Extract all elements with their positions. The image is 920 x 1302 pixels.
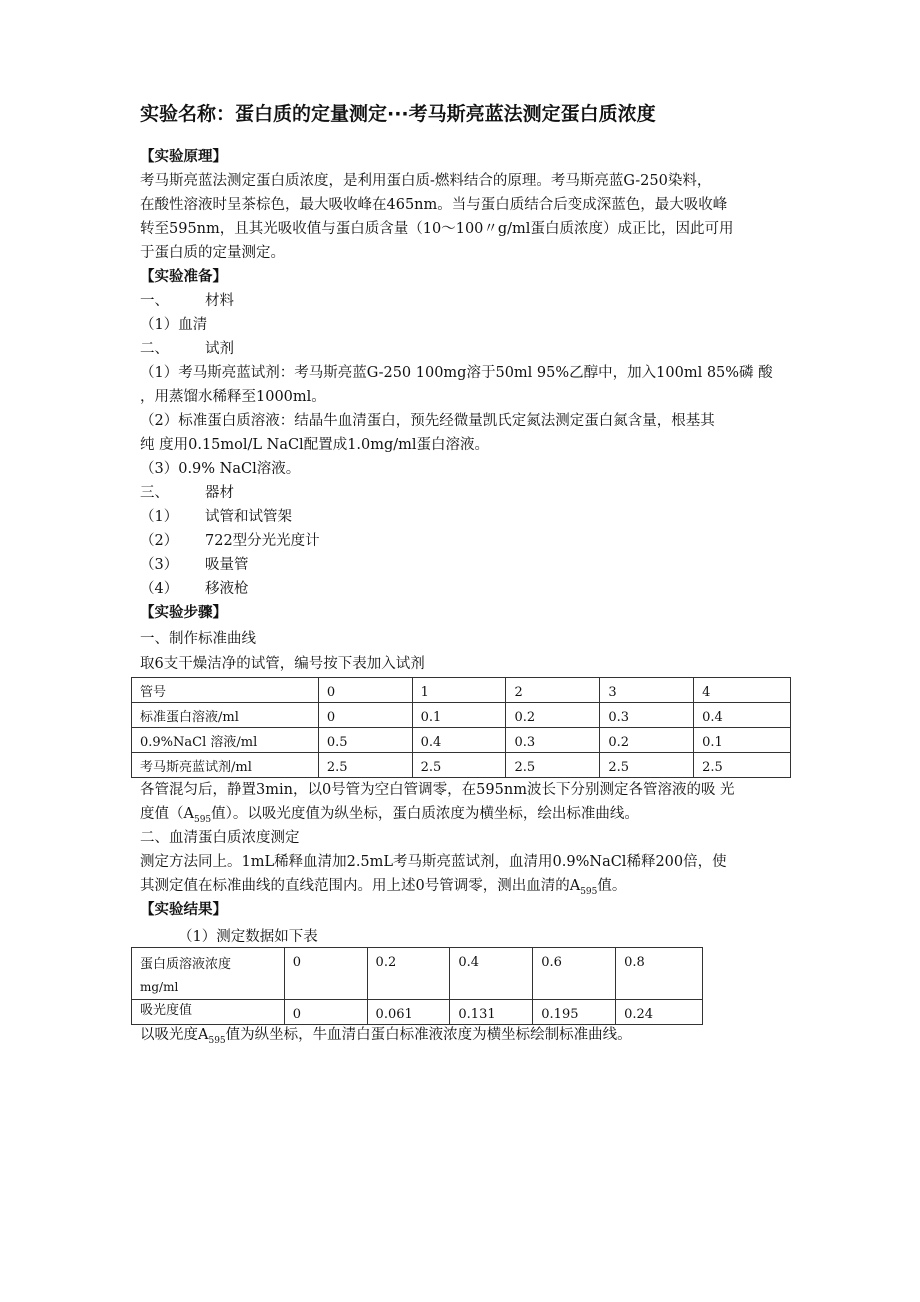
principle-line: 转至595nm，且其光吸收值与蛋白质含量（10～100〃g/ml蛋白质浓度）成正比，因此可用 <box>140 221 734 237</box>
table-cell: 0.4 <box>450 948 533 1000</box>
materials-label: 材料 <box>205 293 234 309</box>
table-cell: 0.195 <box>533 1000 616 1025</box>
table-cell: 0.1 <box>412 703 506 728</box>
table-cell: 3 <box>600 678 694 703</box>
table-cell: 0 <box>284 948 367 1000</box>
table-cell: 2.5 <box>694 753 791 778</box>
reagent-2-line: （2）标准蛋白质溶液：结晶牛血清蛋白，预先经微量凯氏定氮法测定蛋白氮含量，根基其 <box>140 413 715 429</box>
text-fragment: 度值（A <box>140 806 194 822</box>
text-fragment: 值。 <box>597 878 627 894</box>
table-row <box>132 678 791 703</box>
table-cell: 2.5 <box>506 753 600 778</box>
reagent-3: （3）0.9% NaCl溶液。 <box>140 461 301 477</box>
reagent-table <box>131 677 791 778</box>
concentration-label: 蛋白质溶液浓度 <box>140 957 232 972</box>
equipment-item-name: 移液枪 <box>205 581 249 597</box>
table-row <box>132 753 791 778</box>
equipment-item-name: 吸量管 <box>205 557 249 573</box>
curve-subtitle: 一、制作标准曲线 <box>140 631 256 647</box>
equipment-label: 器材 <box>205 485 234 501</box>
table-cell: 2.5 <box>412 753 506 778</box>
subscript: 595 <box>580 886 598 897</box>
table-cell: 0 <box>318 703 412 728</box>
table-row <box>132 1000 703 1025</box>
table-cell: 0.5 <box>318 728 412 753</box>
table-row <box>132 948 703 1000</box>
table-row <box>132 703 791 728</box>
table-row <box>132 728 791 753</box>
table-cell: 考马斯亮蓝试剂/ml <box>132 753 319 778</box>
table-cell: 4 <box>694 678 791 703</box>
principle-line: 于蛋白质的定量测定。 <box>140 245 285 261</box>
materials-number: 一、 <box>140 293 169 309</box>
table-cell: 0.1 <box>694 728 791 753</box>
results-conclusion <box>140 1023 632 1053</box>
principle-line: 考马斯亮蓝法测定蛋白质浓度，是利用蛋白质-燃料结合的原理。考马斯亮蓝G-250染料， <box>140 173 712 189</box>
table-cell: 0.2 <box>367 948 450 1000</box>
table-cell: 0 <box>318 678 412 703</box>
table-cell: 0.9%NaCl 溶液/ml <box>132 728 319 753</box>
equipment-item-number: （2） <box>140 533 179 549</box>
equipment-item-name: 722型分光光度计 <box>205 533 320 549</box>
unit-label: mg/ml <box>140 980 179 994</box>
reagents-label: 试剂 <box>205 341 234 357</box>
table-cell: 0.24 <box>616 1000 703 1025</box>
text-fragment: 值为纵坐标，牛血清白蛋白标准液浓度为横坐标绘制标准曲线。 <box>225 1027 632 1043</box>
table-cell: 0 <box>284 1000 367 1025</box>
table-cell: 0.6 <box>533 948 616 1000</box>
table-cell: 0.2 <box>506 703 600 728</box>
table-cell: 2 <box>506 678 600 703</box>
page-title: 实验名称：蛋白质的定量测定···考马斯亮蓝法测定蛋白质浓度 <box>140 103 656 125</box>
results-heading: 【实验结果】 <box>140 902 227 918</box>
subscript: 595 <box>208 1035 226 1046</box>
procedure-line: 各管混匀后，静置3min，以0号管为空白管调零，在595nm波长下分别测定各管溶液的吸 光 <box>140 782 735 798</box>
table-cell: 管号 <box>132 678 319 703</box>
table-cell <box>132 948 285 1000</box>
reagents-number: 二、 <box>140 341 169 357</box>
text-fragment: 以吸光度A <box>140 1027 209 1043</box>
equipment-item-number: （3） <box>140 557 179 573</box>
materials-item: （1）血清 <box>140 317 208 333</box>
table-cell: 1 <box>412 678 506 703</box>
principle-heading: 【实验原理】 <box>140 149 227 165</box>
table-cell: 0.4 <box>694 703 791 728</box>
equipment-number: 三、 <box>140 485 169 501</box>
equipment-item-number: （1） <box>140 509 179 525</box>
table-cell: 0.4 <box>412 728 506 753</box>
text-fragment: 值）。以吸光度值为纵坐标，蛋白质浓度为横坐标，绘出标准曲线。 <box>211 806 639 822</box>
table-cell: 0.8 <box>616 948 703 1000</box>
table-cell: 0.3 <box>506 728 600 753</box>
preparation-heading: 【实验准备】 <box>140 269 227 285</box>
table-cell: 吸光度值 <box>132 1000 285 1025</box>
reagent-1-line: （1）考马斯亮蓝试剂：考马斯亮蓝G-250 100mg溶于50ml 95%乙醇中，加入100ml 85%磷 酸 <box>140 365 773 381</box>
table-cell: 标准蛋白溶液/ml <box>132 703 319 728</box>
subscript: 595 <box>193 814 212 825</box>
reagent-2-line: 纯 度用0.15mol/L NaCl配置成1.0mg/ml蛋白溶液。 <box>140 437 490 453</box>
text-fragment: 其测定值在标准曲线的直线范围内。用上述0号管调零，测出血清的A <box>140 878 581 894</box>
reagent-1-line: ，用蒸馏水稀释至1000ml。 <box>140 389 326 405</box>
serum-line: 测定方法同上。1mL稀释血清加2.5mL考马斯亮蓝试剂，血清用0.9%NaCl稀释200倍，使 <box>140 854 727 870</box>
table-cell: 0.2 <box>600 728 694 753</box>
steps-heading: 【实验步骤】 <box>140 605 227 621</box>
table-cell: 2.5 <box>318 753 412 778</box>
table-cell: 2.5 <box>600 753 694 778</box>
curve-intro: 取6支干燥洁净的试管，编号按下表加入试剂 <box>140 656 425 672</box>
table-cell: 0.061 <box>367 1000 450 1025</box>
serum-subtitle: 二、血清蛋白质浓度测定 <box>140 830 300 846</box>
results-intro: （1）测定数据如下表 <box>178 929 318 945</box>
principle-line: 在酸性溶液时呈茶棕色，最大吸收峰在465nm。当与蛋白质结合后变成深蓝色，最大吸收峰 <box>140 197 728 213</box>
equipment-item-name: 试管和试管架 <box>205 509 292 525</box>
results-table <box>131 947 703 1025</box>
table-cell: 0.3 <box>600 703 694 728</box>
equipment-item-number: （4） <box>140 581 179 597</box>
table-cell: 0.131 <box>450 1000 533 1025</box>
